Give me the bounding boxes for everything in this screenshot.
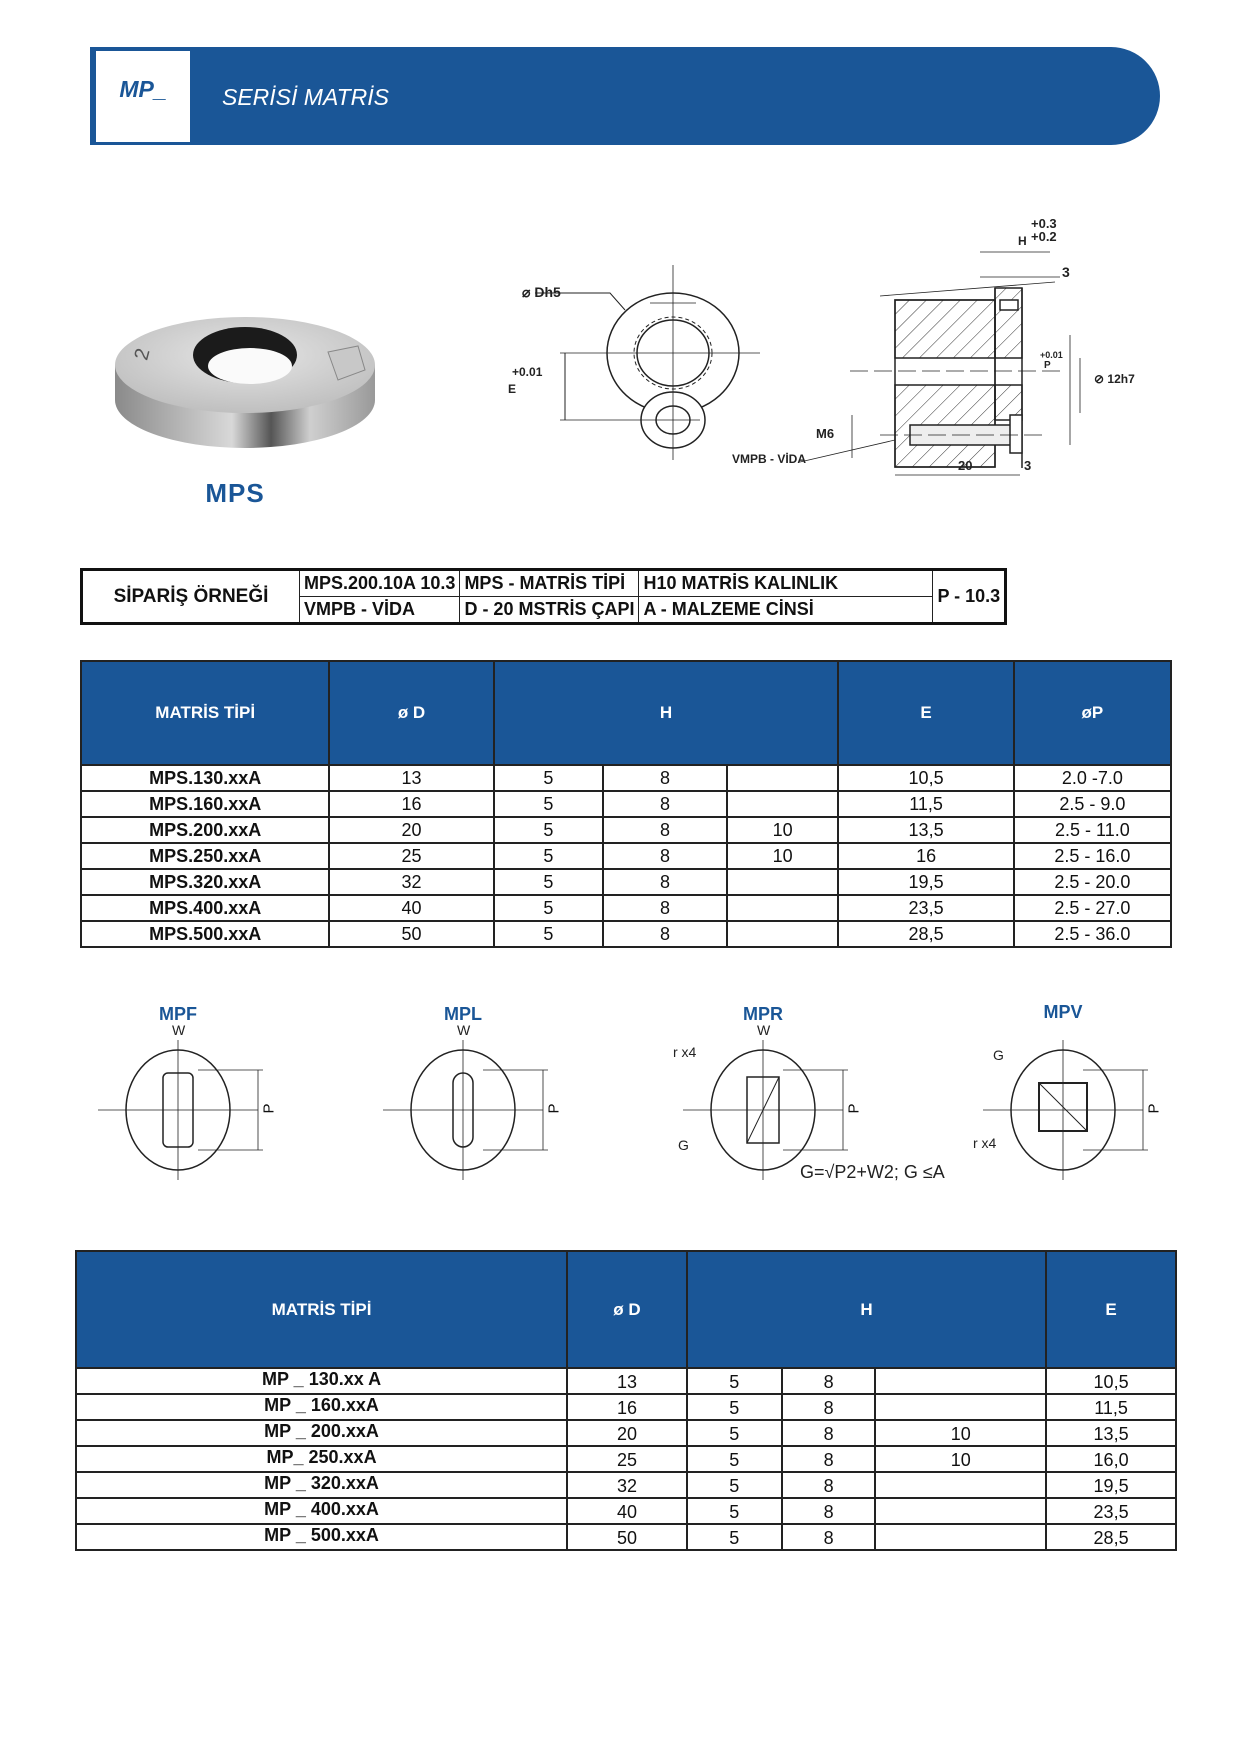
dim-bore: 12h7 <box>1107 372 1135 386</box>
header-e: E <box>1046 1251 1176 1368</box>
cell-h2: 8 <box>782 1368 876 1394</box>
cell-h3 <box>875 1524 1046 1550</box>
cell-h1: 5 <box>687 1498 782 1524</box>
cell-h1: 5 <box>494 791 604 817</box>
dim-h: H <box>1018 234 1027 248</box>
table-row <box>81 843 1171 869</box>
dim-e: E <box>508 382 517 396</box>
cell-h3: 10 <box>727 817 839 843</box>
cell-h1: 5 <box>687 1472 782 1498</box>
cell-h3: 10 <box>875 1420 1046 1446</box>
shape-title: MPV <box>1043 1002 1083 1022</box>
dim-h-tol-lower: +0.2 <box>1031 229 1057 244</box>
cell-h1: 5 <box>494 843 604 869</box>
cell-p: 2.5 - 11.0 <box>1014 817 1171 843</box>
series-code: MP_ <box>119 76 167 102</box>
cell-h3 <box>727 765 839 791</box>
dim-p-tolerance: +0.01 <box>1040 350 1063 360</box>
cell-h1: 5 <box>687 1524 782 1550</box>
cell-d: 16 <box>329 791 493 817</box>
cell-type: MP _ 130.xx A <box>76 1368 567 1394</box>
shape-radius-label: r x4 <box>673 1044 697 1060</box>
cell-d: 32 <box>567 1472 687 1498</box>
cell-h2: 8 <box>782 1446 876 1472</box>
cell-h3 <box>727 869 839 895</box>
screw-label: VMPB - VİDA <box>732 452 807 466</box>
cell-type: MPS.130.xxA <box>81 765 329 791</box>
header-e: E <box>838 661 1013 765</box>
shape-p-label: P <box>1145 1103 1163 1114</box>
cell-h2: 8 <box>603 869 727 895</box>
table-row <box>81 895 1171 921</box>
cell-h3 <box>875 1498 1046 1524</box>
dim-e-tolerance: +0.01 <box>512 365 543 379</box>
shape-p-label: P <box>260 1103 278 1114</box>
shape-w-label: W <box>172 1022 186 1038</box>
table-row <box>81 817 1171 843</box>
cell-e: 13,5 <box>838 817 1013 843</box>
cell-h2: 8 <box>603 791 727 817</box>
dim-diameter: Dh5 <box>534 284 561 300</box>
cell-d: 40 <box>567 1498 687 1524</box>
cell-d: 25 <box>567 1446 687 1472</box>
cell-e: 16 <box>838 843 1013 869</box>
order-thickness: H10 MATRİS KALINLIK <box>639 570 933 597</box>
cell-e: 16,0 <box>1046 1446 1176 1472</box>
g-formula: G=√P2+W2; G ≤A <box>800 1162 945 1182</box>
cell-h3 <box>875 1394 1046 1420</box>
dim-twenty: 20 <box>958 458 973 473</box>
cell-e: 28,5 <box>1046 1524 1176 1550</box>
cell-e: 10,5 <box>838 765 1013 791</box>
cell-p: 2.0 -7.0 <box>1014 765 1171 791</box>
cell-e: 19,5 <box>838 869 1013 895</box>
shape-title: MPF <box>159 1004 197 1024</box>
order-code: MPS.200.10A 10.3 <box>300 570 460 597</box>
table-row <box>81 765 1171 791</box>
cell-type: MP_ 250.xxA <box>76 1446 567 1472</box>
cell-p: 2.5 - 27.0 <box>1014 895 1171 921</box>
header-type: MATRİS TİPİ <box>76 1251 567 1368</box>
header-h: H <box>494 661 839 765</box>
cell-h3 <box>875 1368 1046 1394</box>
cell-type: MP _ 320.xxA <box>76 1472 567 1498</box>
table-row <box>81 791 1171 817</box>
order-example-table <box>80 568 1007 625</box>
cell-h1: 5 <box>687 1446 782 1472</box>
order-type: MPS - MATRİS TİPİ <box>460 570 639 597</box>
cell-d: 50 <box>329 921 493 947</box>
header-d: ø D <box>329 661 493 765</box>
cell-e: 11,5 <box>838 791 1013 817</box>
header-type: MATRİS TİPİ <box>81 661 329 765</box>
shape-w-label: W <box>457 1022 471 1038</box>
cell-h1: 5 <box>494 869 604 895</box>
cell-d: 50 <box>567 1524 687 1550</box>
dim-three-bottom: 3 <box>1024 458 1032 473</box>
cell-h2: 8 <box>603 817 727 843</box>
shape-title: MPL <box>444 1004 482 1024</box>
cell-type: MPS.250.xxA <box>81 843 329 869</box>
order-material: A - MALZEME CİNSİ <box>639 597 933 624</box>
header-h: H <box>687 1251 1046 1368</box>
cell-p: 2.5 - 20.0 <box>1014 869 1171 895</box>
cell-h2: 8 <box>603 765 727 791</box>
header-d: ø D <box>567 1251 687 1368</box>
product-photo <box>110 300 380 450</box>
order-label: SİPARİŞ ÖRNEĞİ <box>82 570 300 624</box>
cell-e: 19,5 <box>1046 1472 1176 1498</box>
table-row <box>76 1524 1176 1550</box>
cell-type: MP _ 400.xxA <box>76 1498 567 1524</box>
cell-d: 20 <box>567 1420 687 1446</box>
cell-h2: 8 <box>782 1420 876 1446</box>
technical-drawing: ⌀ Dh5 +0.01 E +0.3 +0.2 H 3 +0.01 P ⊘ 12h7 M6 VMPB - VİDA 20 3 <box>500 200 1180 500</box>
header-p: øP <box>1014 661 1171 765</box>
order-p: P - 10.3 <box>933 570 1006 624</box>
shape-p-label: P <box>545 1103 563 1114</box>
cell-e: 23,5 <box>838 895 1013 921</box>
dim-h-tol-upper: +0.3 <box>1031 216 1057 231</box>
cell-h2: 8 <box>603 843 727 869</box>
cell-h1: 5 <box>687 1394 782 1420</box>
table-row <box>81 921 1171 947</box>
table-row <box>76 1446 1176 1472</box>
table-row <box>76 1472 1176 1498</box>
cell-p: 2.5 - 36.0 <box>1014 921 1171 947</box>
cell-type: MPS.160.xxA <box>81 791 329 817</box>
cell-e: 11,5 <box>1046 1394 1176 1420</box>
mp-spec-table <box>75 1250 1177 1551</box>
cell-e: 13,5 <box>1046 1420 1176 1446</box>
shape-radius-label: r x4 <box>973 1135 997 1151</box>
table-row <box>76 1498 1176 1524</box>
mps-spec-table <box>80 660 1172 948</box>
shape-g-label: G <box>678 1137 689 1153</box>
cell-type: MP _ 500.xxA <box>76 1524 567 1550</box>
cell-h3: 10 <box>727 843 839 869</box>
cell-h3 <box>727 921 839 947</box>
cell-d: 25 <box>329 843 493 869</box>
cell-type: MP _ 200.xxA <box>76 1420 567 1446</box>
cell-type: MPS.320.xxA <box>81 869 329 895</box>
cell-h2: 8 <box>782 1472 876 1498</box>
product-label: MPS <box>205 478 265 508</box>
cell-p: 2.5 - 9.0 <box>1014 791 1171 817</box>
cell-h3 <box>727 895 839 921</box>
cell-d: 20 <box>329 817 493 843</box>
table-row <box>81 869 1171 895</box>
drawing-lines <box>500 200 1180 500</box>
cell-h2: 8 <box>603 921 727 947</box>
table-row <box>76 1368 1176 1394</box>
dim-m6: M6 <box>816 426 835 441</box>
cell-d: 16 <box>567 1394 687 1420</box>
shape-g-label: G <box>993 1047 1004 1063</box>
cell-h1: 5 <box>494 765 604 791</box>
cell-h1: 5 <box>494 895 604 921</box>
cell-d: 13 <box>329 765 493 791</box>
cell-e: 23,5 <box>1046 1498 1176 1524</box>
cell-type: MPS.200.xxA <box>81 817 329 843</box>
cell-e: 28,5 <box>838 921 1013 947</box>
cell-h2: 8 <box>782 1498 876 1524</box>
order-screw: VMPB - VİDA <box>300 597 460 624</box>
cell-type: MPS.500.xxA <box>81 921 329 947</box>
cell-h3 <box>875 1472 1046 1498</box>
cell-h2: 8 <box>782 1524 876 1550</box>
cell-type: MPS.400.xxA <box>81 895 329 921</box>
cell-h1: 5 <box>687 1368 782 1394</box>
cell-h3: 10 <box>875 1446 1046 1472</box>
dim-three-top: 3 <box>1062 264 1070 280</box>
shape-p-label: P <box>845 1103 863 1114</box>
photo-mark: 2 <box>130 346 155 363</box>
cell-h1: 5 <box>494 921 604 947</box>
cell-e: 10,5 <box>1046 1368 1176 1394</box>
table-row <box>76 1394 1176 1420</box>
cell-p: 2.5 - 16.0 <box>1014 843 1171 869</box>
cell-d: 32 <box>329 869 493 895</box>
page-title: SERİSİ MATRİS <box>222 84 389 110</box>
cell-d: 40 <box>329 895 493 921</box>
table-row <box>76 1420 1176 1446</box>
cell-h3 <box>727 791 839 817</box>
order-diameter: D - 20 MSTRİS ÇAPI <box>460 597 639 624</box>
cell-h1: 5 <box>494 817 604 843</box>
cell-h2: 8 <box>782 1394 876 1420</box>
cell-h1: 5 <box>687 1420 782 1446</box>
cell-h2: 8 <box>603 895 727 921</box>
cell-d: 13 <box>567 1368 687 1394</box>
shape-w-label: W <box>757 1022 771 1038</box>
cell-type: MP _ 160.xxA <box>76 1394 567 1420</box>
dim-p: P <box>1044 360 1051 371</box>
shape-title: MPR <box>743 1004 783 1024</box>
